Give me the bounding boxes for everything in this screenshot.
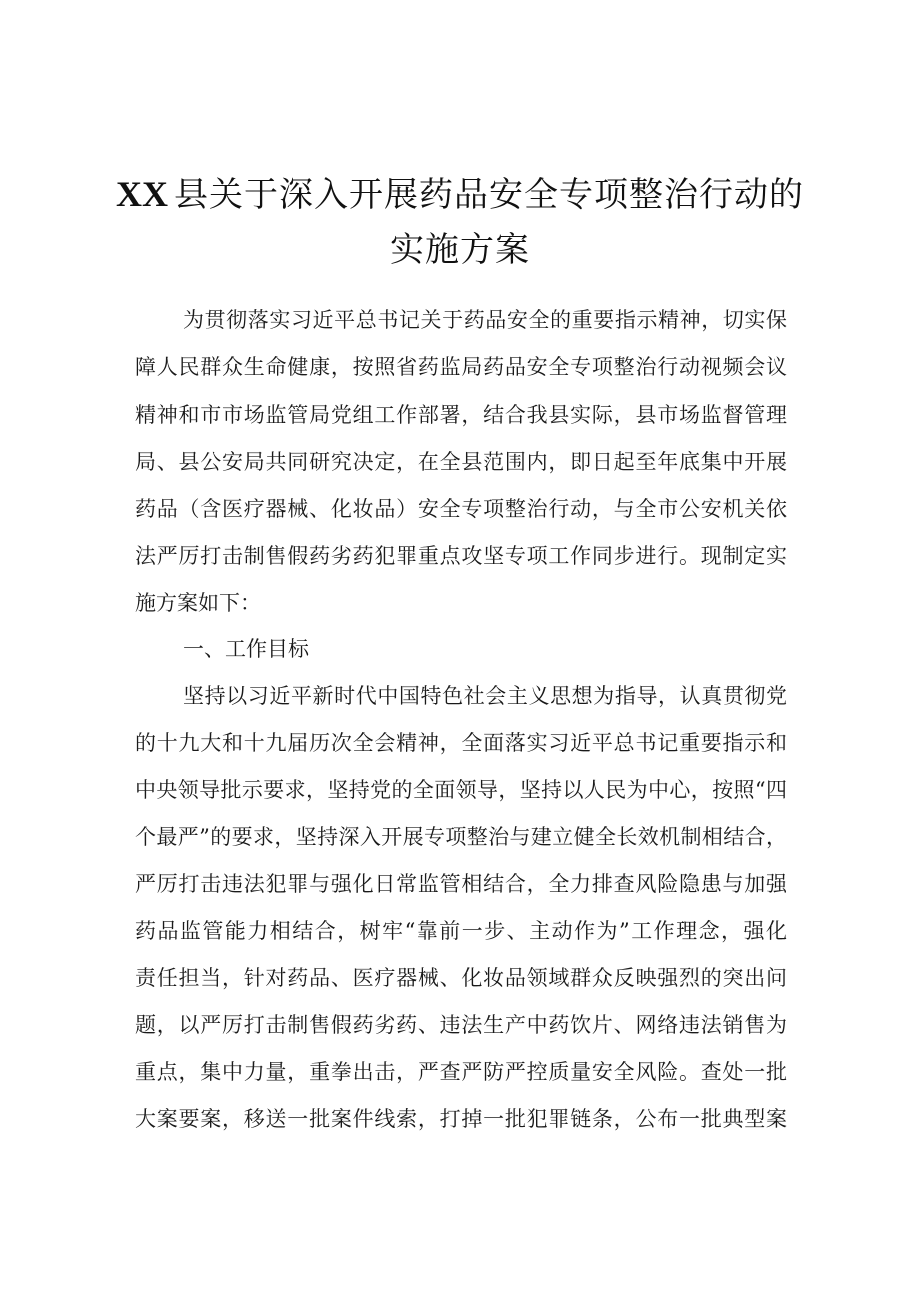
body-line: 重点，集中力量，重拳出击，严查严防严控质量安全风险。查处一批	[135, 1060, 787, 1084]
body-line: 的十九大和十九届历次全会精神，全面落实习近平总书记重要指示和	[135, 731, 787, 755]
body-line: 施方案如下：	[135, 591, 261, 615]
body-line: 个最严”的要求，坚持深入开展专项整治与建立健全长效机制相结合，	[135, 825, 787, 849]
body-line: 题，以严厉打击制售假药劣药、违法生产中药饮片、网络违法销售为	[135, 1013, 787, 1037]
body-line: 药品监管能力相结合，树牢“靠前一步、主动作为”工作理念，强化	[135, 919, 787, 943]
body-line: 坚持以习近平新时代中国特色社会主义思想为指导，认真贯彻党	[183, 684, 787, 708]
body-line: 障人民群众生命健康，按照省药监局药品安全专项整治行动视频会议	[135, 355, 787, 379]
title-prefix: XX	[116, 174, 168, 214]
body-line: 大案要案，移送一批案件线索，打掉一批犯罪链条，公布一批典型案	[135, 1107, 787, 1131]
title-text: 县关于深入开展药品安全专项整治行动的	[174, 175, 804, 215]
body-line: 中央领导批示要求，坚持党的全面领导，坚持以人民为中心，按照“四	[135, 778, 787, 802]
body-line: 法严厉打击制售假药劣药犯罪重点攻坚专项工作同步进行。现制定实	[135, 544, 787, 568]
body-line: 严厉打击违法犯罪与强化日常监管相结合，全力排查风险隐患与加强	[135, 872, 787, 896]
body-line: 药品（含医疗器械、化妆品）安全专项整治行动，与全市公安机关依	[135, 497, 787, 521]
body-line: 责任担当，针对药品、医疗器械、化妆品领域群众反映强烈的突出问	[135, 966, 787, 990]
body-line: 精神和市市场监管局党组工作部署，结合我县实际，县市场监督管理	[135, 403, 787, 427]
section-heading: 一、工作目标	[183, 637, 309, 661]
body-line: 局、县公安局共同研究决定，在全县范围内，即日起至年底集中开展	[135, 450, 787, 474]
body-line: 为贯彻落实习近平总书记关于药品安全的重要指示精神，切实保	[183, 308, 787, 332]
document-title-line-1	[0, 174, 920, 215]
document-title-line-2: 实施方案	[390, 230, 530, 270]
